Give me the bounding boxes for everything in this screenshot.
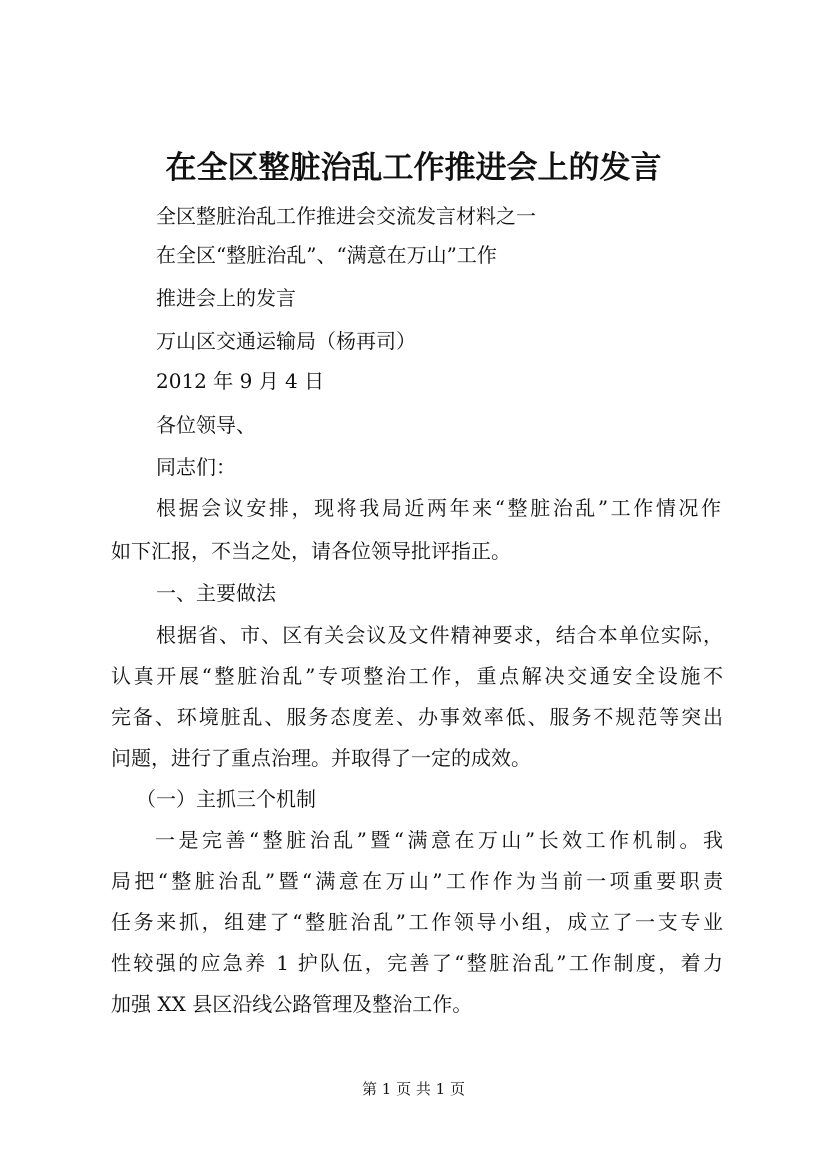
section-heading-main-practices: 一、主要做法 (156, 581, 276, 605)
header-line-date: 2012 年 9 月 4 日 (156, 369, 325, 393)
subsection1-paragraph-line-2: 局把“整脏治乱”暨“满意在万山”工作作为当前一项重要职责 (111, 869, 723, 893)
header-line-speaker: 万山区交通运输局（杨再司） (156, 329, 416, 353)
header-line-speech-title-1: 在全区“整脏治乱”、“满意在万山”工作 (156, 243, 497, 267)
intro-paragraph-line-2: 如下汇报，不当之处，请各位领导批评指正。 (111, 539, 511, 563)
subsection1-paragraph-line-3: 任务来抓，组建了“整脏治乱”工作领导小组，成立了一支专业 (111, 910, 723, 934)
subsection1-paragraph-line-1: 一是完善“整脏治乱”暨“满意在万山”长效工作机制。我 (155, 828, 723, 852)
salutation-leaders: 各位领导、 (156, 413, 256, 437)
salutation-comrades: 同志们： (156, 455, 236, 479)
subsection1-paragraph-line-4: 性较强的应急养 1 护队伍，完善了“整脏治乱”工作制度，着力 (111, 951, 723, 975)
subsection1-paragraph-line-5: 加强 XX 县区沿线公路管理及整治工作。 (111, 992, 473, 1016)
section1-paragraph-line-3: 完备、环境脏乱、服务态度差、办事效率低、服务不规范等突出 (111, 705, 723, 729)
section1-paragraph-line-2: 认真开展“整脏治乱”专项整治工作，重点解决交通安全设施不 (111, 664, 723, 688)
header-line-speech-title-2: 推进会上的发言 (156, 286, 296, 310)
intro-paragraph-line-1: 根据会议安排，现将我局近两年来“整脏治乱”工作情况作 (156, 496, 721, 520)
page-number-footer: 第 1 页 共 1 页 (362, 1080, 465, 1098)
header-line-exchange-material: 全区整脏治乱工作推进会交流发言材料之一 (156, 204, 536, 228)
section1-paragraph-line-1: 根据省、市、区有关会议及文件精神要求，结合本单位实际， (156, 623, 723, 647)
section1-paragraph-line-4: 问题，进行了重点治理。并取得了一定的成效。 (111, 746, 531, 770)
subsection-heading-three-mechanisms: （一）主抓三个机制 (136, 787, 316, 811)
document-title: 在全区整脏治乱工作推进会上的发言 (165, 150, 662, 186)
